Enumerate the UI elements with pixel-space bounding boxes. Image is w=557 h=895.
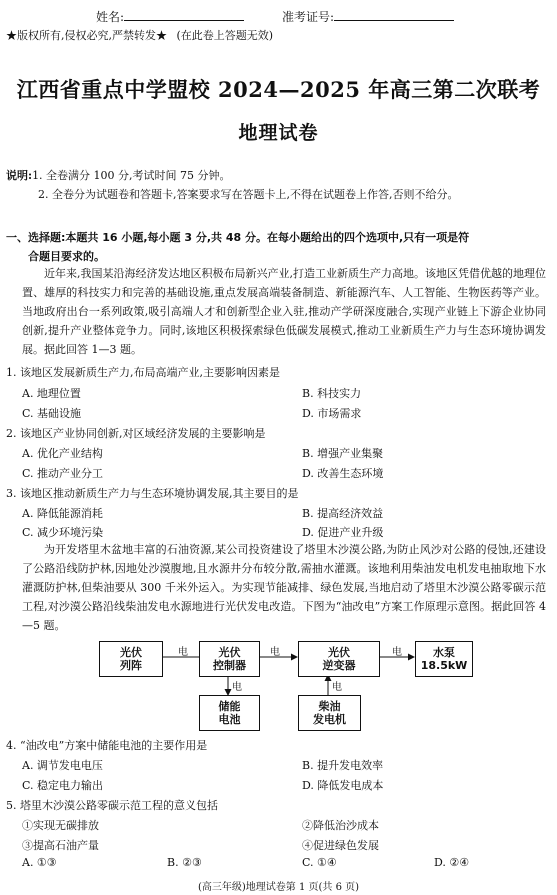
- name-label: 姓名:: [96, 10, 125, 24]
- question-5-option-d[interactable]: D. ②④: [434, 856, 470, 869]
- page-footer: (高三年级)地理试卷第 1 页(共 6 页): [197, 882, 360, 893]
- question-4-option-c[interactable]: C. 稳定电力输出: [22, 779, 104, 792]
- diesel-line2: 发电机: [313, 713, 346, 726]
- edge-label-2: 电: [270, 647, 280, 658]
- instructions-line1: [6, 167, 231, 183]
- question-5-statement-3: ③提高石油产量: [22, 839, 99, 852]
- question-3-option-c[interactable]: C. 减少环境污染: [22, 526, 104, 539]
- pv-array-line1: 光伏: [120, 646, 142, 659]
- edge-label-3: 电: [392, 647, 402, 658]
- edge-label-1: 电: [178, 647, 188, 658]
- question-5-option-a[interactable]: A. ①③: [22, 856, 57, 869]
- instructions-text1: 1. 全卷满分 100 分,考试时间 75 分钟。: [32, 169, 231, 182]
- pv-inverter-line2: 逆变器: [322, 659, 356, 672]
- exam-number-field[interactable]: [282, 8, 454, 25]
- question-2-option-d[interactable]: D. 改善生态环境: [302, 467, 384, 480]
- passage-2: 为开发塔里木盆地丰富的石油资源,某公司投资建设了塔里木沙漠公路,为防止风沙对公路的侵蚀,还建设了公路沿线防护林,因地处沙漠腹地,且水源井分布较分散,需抽水灌溉。该地利用柴油发电机发电抽取地下水灌溉防护林,但柴油要从 300 千米外运入。为实现节能减排、绿色发展,当地启动了塔里木沙漠公路零碳示范工程,对沙漠公路沿线柴油发电水源地进行光伏发电改造。下图为“油改电”方案工作原理示意图。据此回答 4—5 题。: [22, 543, 546, 632]
- exam-number-blank[interactable]: [334, 9, 454, 21]
- pv-controller-box: [199, 641, 260, 677]
- instructions-line2: 2. 全卷分为试题卷和答题卡,答案要求写在答题卡上,不得在试题卷上作答,否则不给分。: [38, 188, 459, 201]
- pv-controller-line2: 控制器: [213, 659, 246, 672]
- section-heading-line2: 合题目要求的。: [28, 250, 105, 263]
- question-1-option-d[interactable]: D. 市场需求: [302, 407, 362, 420]
- question-4-option-b[interactable]: B. 提升发电效率: [302, 759, 384, 772]
- water-pump-line1: 水泵: [433, 646, 455, 659]
- name-field[interactable]: [96, 8, 244, 25]
- edge-label-5: 电: [332, 682, 342, 693]
- question-5-option-b[interactable]: B. ②③: [167, 856, 202, 869]
- exam-title: 江西省重点中学盟校 2024—2025 年高三第二次联考: [16, 77, 541, 102]
- copyright-notice: [6, 27, 273, 43]
- pv-inverter-line1: 光伏: [328, 646, 350, 659]
- question-1-option-b[interactable]: B. 科技实力: [302, 387, 362, 400]
- name-blank[interactable]: [124, 9, 244, 21]
- copyright-text: ★版权所有,侵权必究,严禁转发★: [6, 29, 167, 42]
- battery-line2: 电池: [218, 713, 241, 726]
- water-pump-box: [415, 641, 473, 677]
- instructions-label: 说明:: [6, 169, 33, 182]
- question-1-stem: 1. 该地区发展新质生产力,布局高端产业,主要影响因素是: [6, 366, 280, 379]
- diesel-line1: 柴油: [318, 700, 341, 713]
- question-4-option-d[interactable]: D. 降低发电成本: [302, 779, 384, 792]
- question-1-option-c[interactable]: C. 基础设施: [22, 407, 82, 420]
- question-2-option-c[interactable]: C. 推动产业分工: [22, 467, 104, 480]
- question-3-option-b[interactable]: B. 提高经济效益: [302, 507, 384, 520]
- question-2-stem: 2. 该地区产业协同创新,对区域经济发展的主要影响是: [6, 427, 266, 440]
- question-2-option-a[interactable]: A. 优化产业结构: [22, 447, 103, 460]
- question-2-option-b[interactable]: B. 增强产业集聚: [302, 447, 384, 460]
- pv-controller-line1: 光伏: [218, 646, 241, 659]
- question-5-statement-2: ②降低治沙成本: [302, 819, 379, 832]
- pv-array-line2: 列阵: [120, 659, 142, 672]
- question-1-option-a[interactable]: A. 地理位置: [22, 387, 81, 400]
- question-5-statement-4: ④促进绿色发展: [302, 839, 379, 852]
- question-5-option-c[interactable]: C. ①④: [302, 856, 337, 869]
- subject-title: 地理试卷: [238, 122, 319, 144]
- water-pump-line2: 18.5kW: [420, 659, 468, 672]
- passage-1: 近年来,我国某沿海经济发达地区积极布局新兴产业,打造工业新质生产力高地。该地区凭借优越的地理位置、雄厚的科技实力和完善的基础设施,重点发展高端装备制造、新能源汽车、人工智能、生物医药等产业。当地政府出台一系列政策,吸引高端人才和创新型企业入驻,推动产学研深度融合,实现产业链上下游企业协同创新,提升产业整体竞争力。同时,该地区积极探索绿色低碳发展模式,推动工业新质生产力与生态环境协调发展。据此回答 1—3 题。: [22, 267, 546, 356]
- answer-notice: (在此卷上答题无效): [176, 29, 274, 42]
- question-3-stem: 3. 该地区推动新质生产力与生态环境协调发展,其主要目的是: [6, 487, 299, 500]
- question-5-stem: 5. 塔里木沙漠公路零碳示范工程的意义包括: [6, 799, 218, 812]
- exam-number-label: 准考证号:: [282, 10, 335, 24]
- pv-inverter-box: [298, 641, 380, 677]
- battery-line1: 储能: [218, 700, 241, 713]
- question-3-option-a[interactable]: A. 降低能源消耗: [22, 507, 103, 520]
- pv-array-box: [99, 641, 163, 677]
- section-heading-line1: 一、选择题:本题共 16 小题,每小题 3 分,共 48 分。在每小题给出的四个选项中,只有一项是符: [6, 231, 470, 244]
- question-5-statement-1: ①实现无碳排放: [22, 819, 99, 832]
- question-3-option-d[interactable]: D. 促进产业升级: [302, 526, 384, 539]
- battery-box: [199, 695, 260, 731]
- edge-label-4: 电: [232, 682, 242, 693]
- question-4-option-a[interactable]: A. 调节发电电压: [22, 759, 103, 772]
- diesel-generator-box: [298, 695, 361, 731]
- question-4-stem: 4. “油改电”方案中储能电池的主要作用是: [6, 739, 208, 752]
